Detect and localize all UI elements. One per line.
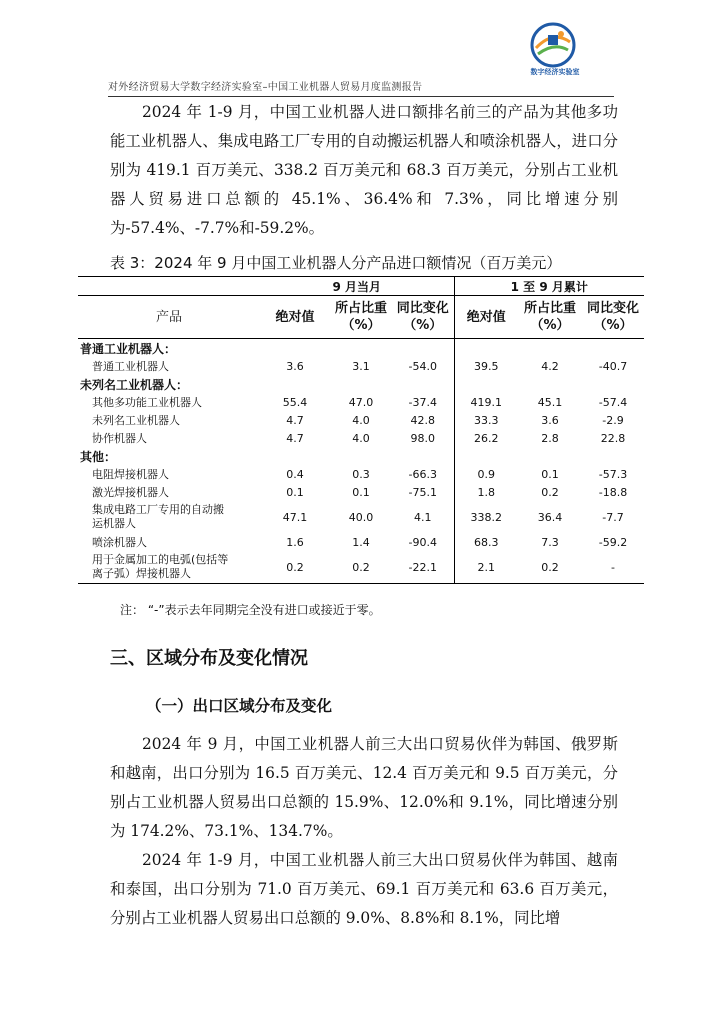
logo-caption: 数字经济实验室 — [530, 68, 580, 76]
cell-value: 3.6 — [286, 359, 304, 373]
cell-value: 22.8 — [600, 431, 626, 445]
cell-value: 0.2 — [518, 551, 582, 584]
cell-value: 0.1 — [286, 485, 304, 499]
category-label: 未列名工业机器人： — [80, 377, 189, 392]
cell-value: 4.7 — [286, 431, 304, 445]
product-name: 未列名工业机器人 — [92, 414, 180, 427]
table-group-header-row — [78, 277, 644, 296]
paragraph-import-products: 2024 年 1-9 月，中国工业机器人进口额排名前三的产品为其他多功能工业机器人、集成电路工厂专用的自动搬运机器人和喷涂机器人，进口分别为 419.1 百万美元、338.2 百万美元和 68.3 百万美元，分别占工业机器人贸易进口总额的 45.1%、36.4%和 7.3%，同比增速分别为-57.4%、-7.7%和-59.2%。 — [110, 103, 618, 237]
category-label: 其他： — [80, 449, 117, 464]
cell-value: -57.4 — [598, 395, 628, 409]
cell-value: -66.3 — [408, 467, 437, 481]
cell-value: 40.0 — [348, 510, 374, 524]
cell-value: -59.2 — [598, 535, 628, 549]
cell-value: 0.4 — [286, 467, 304, 481]
col-header-share-cum: 所占比重 （%） — [518, 296, 582, 339]
cell-value: 36.4 — [537, 510, 563, 524]
cell-value: 0.1 — [352, 485, 370, 499]
cell-value: 0.2 — [260, 551, 330, 584]
subsection-heading: （一）出口区域分布及变化 — [146, 697, 333, 715]
col-header-yoy-cum: 同比变化 （%） — [582, 296, 644, 339]
cell-value: 45.1 — [537, 395, 563, 409]
cell-value: -75.1 — [408, 485, 437, 499]
product-name: 协作机器人 — [92, 432, 147, 445]
table-category-row — [78, 339, 644, 358]
cell-value: 26.2 — [454, 429, 518, 447]
cell-value: - — [582, 551, 644, 584]
paragraph-export-sept: 2024 年 9 月，中国工业机器人前三大出口贸易伙伴为韩国、俄罗斯和越南，出口分别为 16.5 百万美元、12.4 百万美元和 9.5 百万美元，分别占工业机器人贸易出口总额的 15.9%、12.0%和 9.1%，同比增速分别为 174.2%、73.1%、134.7%。 — [110, 735, 618, 840]
cell-value: 33.3 — [454, 411, 518, 429]
lab-logo-icon — [528, 20, 578, 70]
group-header-cumulative: 1 至 9 月累计 — [454, 277, 644, 296]
table-row — [78, 429, 644, 447]
cell-value: 2.1 — [454, 551, 518, 584]
table-row — [78, 501, 644, 533]
cell-value: 98.0 — [410, 431, 435, 445]
cell-value: 419.1 — [454, 393, 518, 411]
cell-value: -57.3 — [598, 467, 628, 481]
table-row — [78, 393, 644, 411]
section-heading: 三、区域分布及变化情况 — [110, 648, 308, 669]
cell-value: 338.2 — [454, 501, 518, 533]
product-name: 喷涂机器人 — [92, 536, 147, 549]
table-note: 注： “-”表示去年同期完全没有进口或接近于零。 — [120, 603, 381, 617]
cell-value: 0.9 — [454, 465, 518, 483]
product-name: 其他多功能工业机器人 — [92, 396, 202, 409]
product-name: 集成电路工厂专用的自动搬 运机器人 — [92, 503, 224, 530]
cell-value: 0.2 — [330, 551, 392, 584]
product-name: 电阻焊接机器人 — [92, 468, 169, 481]
cell-value: 3.6 — [541, 413, 559, 427]
col-header-share-month: 所占比重 （%） — [330, 296, 392, 339]
cell-value: -37.4 — [408, 395, 437, 409]
group-header-current-month: 9 月当月 — [260, 277, 454, 296]
table-category-row — [78, 447, 644, 465]
table-row — [78, 533, 644, 551]
cell-value: 1.6 — [286, 535, 304, 549]
cell-value: 3.1 — [352, 359, 370, 373]
cell-value: -40.7 — [598, 359, 628, 373]
cell-value: 7.3 — [541, 535, 559, 549]
cell-value: 39.5 — [454, 357, 518, 375]
cell-value: 0.3 — [352, 467, 370, 481]
category-label: 普通工业机器人： — [80, 341, 177, 356]
cell-value: 4.0 — [352, 413, 370, 427]
table-row — [78, 357, 644, 375]
running-header — [108, 74, 614, 97]
col-header-abs-month: 绝对值 — [260, 296, 330, 339]
cell-value: 1.4 — [352, 535, 370, 549]
cell-value: -90.4 — [408, 535, 437, 549]
import-table — [78, 276, 644, 584]
running-title: 对外经济贸易大学数字经济实验室–中国工业机器人贸易月度监测报告 — [108, 82, 423, 93]
cell-value: 4.2 — [541, 359, 559, 373]
product-name: 普通工业机器人 — [92, 360, 169, 373]
col-header-product: 产品 — [78, 296, 260, 339]
cell-value: 4.0 — [352, 431, 370, 445]
table-caption: 表 3：2024 年 9 月中国工业机器人分产品进口额情况（百万美元） — [110, 254, 562, 272]
table-row — [78, 465, 644, 483]
table-category-row — [78, 375, 644, 393]
cell-value: 55.4 — [282, 395, 308, 409]
cell-value: -18.8 — [598, 485, 628, 499]
table-column-header-row — [78, 296, 644, 339]
cell-value: 47.1 — [282, 510, 308, 524]
cell-value: -22.1 — [392, 551, 454, 584]
product-name: 激光焊接机器人 — [92, 486, 169, 499]
cell-value: -54.0 — [408, 359, 437, 373]
cell-value: 42.8 — [410, 413, 435, 427]
cell-value: 0.1 — [541, 467, 559, 481]
table-row — [78, 483, 644, 501]
cell-value: 4.1 — [414, 510, 432, 524]
cell-value: 4.7 — [286, 413, 304, 427]
table-row — [78, 411, 644, 429]
table-row — [78, 551, 644, 584]
col-header-abs-cum: 绝对值 — [454, 296, 518, 339]
cell-value: -7.7 — [602, 510, 624, 524]
cell-value: 47.0 — [348, 395, 374, 409]
cell-value: 2.8 — [541, 431, 559, 445]
paragraph-export-ytd: 2024 年 1-9 月，中国工业机器人前三大出口贸易伙伴为韩国、越南和泰国，出口分别为 71.0 百万美元、69.1 百万美元和 63.6 百万美元，分别占工业机器人贸易出口总额的 9.0%、8.8%和 8.1%，同比增 — [110, 851, 618, 927]
cell-value: -2.9 — [602, 413, 624, 427]
product-name: 用于金属加工的电弧(包括等 离子弧）焊接机器人 — [78, 551, 260, 584]
cell-value: 68.3 — [454, 533, 518, 551]
col-header-yoy-month: 同比变化 （%） — [392, 296, 454, 339]
group-header-blank — [78, 277, 260, 296]
cell-value: 1.8 — [454, 483, 518, 501]
cell-value: 0.2 — [541, 485, 559, 499]
